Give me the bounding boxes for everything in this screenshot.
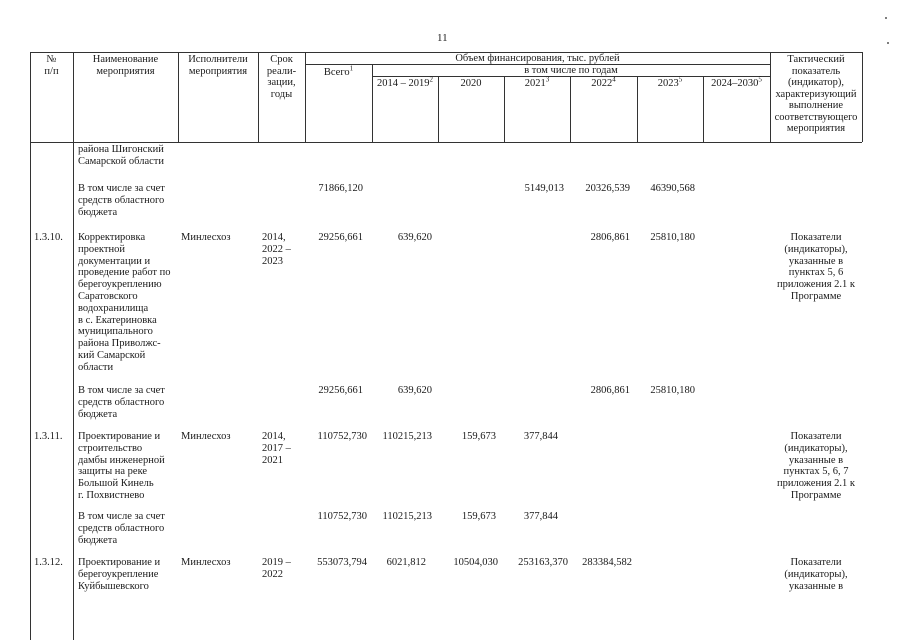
row-1-total: 71866,120 (318, 183, 363, 194)
row-4-executor: Минлесхоз (181, 431, 231, 442)
row-5-name: В том числе за счет средств областного бюджета (78, 511, 165, 546)
header-year-2014-2019: 2014 – 2019$^2$ (377, 75, 433, 89)
row-4-num: 1.3.11. (34, 431, 63, 442)
header-by-years: в том числе по годам (524, 65, 618, 76)
header-bottom-border (30, 142, 862, 143)
table-right-border (862, 52, 863, 142)
row-5-y2020: 159,673 (461, 511, 496, 522)
row-3-y2014: 639,620 (397, 385, 432, 396)
col-divider (305, 52, 306, 142)
header-executors: Исполнители мероприятия (188, 54, 248, 77)
header-name: Наименование мероприятия (92, 54, 159, 77)
row-2-term: 2014, 2022 – 2023 (262, 232, 291, 267)
header-year-2022: 2022$^4$ (591, 75, 616, 89)
row-5-total: 110752,730 (317, 511, 367, 522)
row-4-total: 110752,730 (317, 431, 367, 442)
row-2-y2014: 639,620 (397, 232, 432, 243)
row-3-name: В том числе за счет средств областного бюджета (78, 385, 165, 420)
row-6-num: 1.3.12. (34, 557, 63, 568)
header-num: № п/п (44, 54, 59, 77)
scan-speck (887, 42, 889, 44)
row-4-y2020: 159,673 (461, 431, 496, 442)
row-2-total: 29256,661 (318, 232, 363, 243)
row-4-y2014: 110215,213 (382, 431, 432, 442)
row-3-total: 29256,661 (318, 385, 363, 396)
row-2-y2023: 25810,180 (650, 232, 695, 243)
header-term: Срок реали- зации, годы (266, 54, 297, 100)
row-6-y2021: 253163,370 (518, 557, 568, 568)
row-6-y2014: 6021,812 (386, 557, 426, 568)
header-total: Всего$^1$ (323, 64, 354, 78)
table-left-border (30, 52, 31, 640)
row-2-y2022: 2806,861 (590, 232, 630, 243)
row-2-executor: Минлесхоз (181, 232, 231, 243)
row-6-y2020: 10504,030 (453, 557, 498, 568)
row-4-indicator: Показатели (индикаторы), указанные в пунктах 5, 6, 7 приложения 2.1 к Программе (776, 431, 856, 501)
row-1-y2022: 20326,539 (585, 183, 630, 194)
row-4-term: 2014, 2017 – 2021 (262, 431, 291, 466)
header-year-2021: 2021$^3$ (524, 75, 550, 89)
scan-speck (885, 17, 887, 19)
header-year-2023: 2023$^5$ (657, 75, 683, 89)
row-4-y2021: 377,844 (523, 431, 558, 442)
header-year-2024-2030: 2024–2030$^5$ (711, 75, 762, 89)
header-year-2020: 2020 (460, 78, 482, 89)
row-6-executor: Минлесхоз (181, 557, 231, 568)
row-6-indicator: Показатели (индикаторы), указанные в (784, 557, 848, 592)
row-3-y2023: 25810,180 (650, 385, 695, 396)
row-1-y2023: 46390,568 (650, 183, 695, 194)
row-2-num: 1.3.10. (34, 232, 63, 243)
header-funding: Объем финансирования, тыс. рублей (455, 53, 620, 64)
header-indicator: Тактический показатель (индикатор), характеризующий выполнение соответствующего мероприятия (774, 54, 858, 134)
row-0-name: района Шигонский Самарской области (78, 144, 164, 167)
row-3-y2022: 2806,861 (590, 385, 630, 396)
row-5-y2021: 377,844 (523, 511, 558, 522)
row-6-y2022: 283384,582 (582, 557, 632, 568)
row-6-total: 553073,794 (317, 557, 367, 568)
page-number: 11 (437, 32, 448, 44)
row-2-indicator: Показатели (индикаторы), указанные в пунктах 5, 6 приложения 2.1 к Программе (776, 232, 856, 302)
row-5-y2014: 110215,213 (382, 511, 432, 522)
row-4-name: Проектирование и строительство дамбы инженерной защиты на реке Большой Кинель г. Похвистнево (78, 431, 165, 501)
row-6-name: Проектирование и берегоукрепление Куйбышевского (78, 557, 161, 592)
row-1-y2021: 5149,013 (524, 183, 564, 194)
col-divider (73, 52, 74, 640)
row-2-name: Корректировка проектной документации и проведение работ по берегоукреплению Саратовского водохранилища в с. Екатериновка муниципального района Приволжс- кий Самарской области (78, 232, 171, 373)
row-1-name: В том числе за счет средств областного бюджета (78, 183, 165, 218)
row-6-term: 2019 – 2022 (262, 557, 291, 580)
